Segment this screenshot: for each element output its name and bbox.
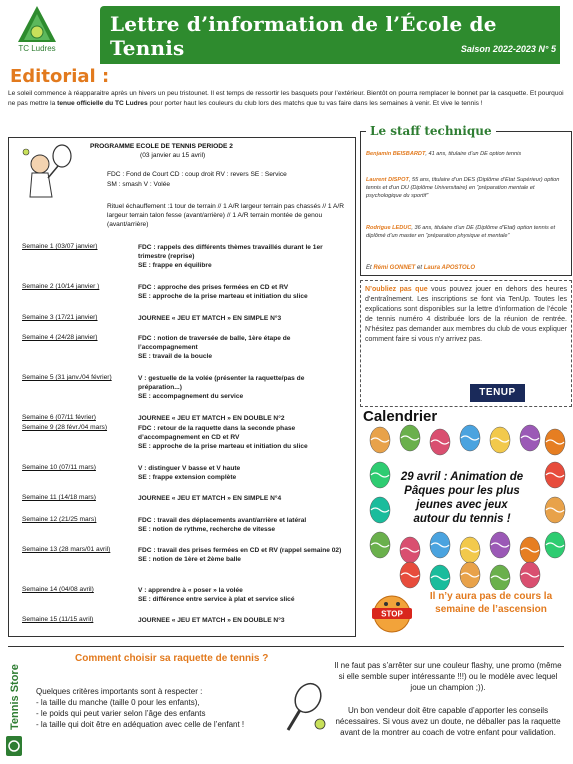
week-content: V : gestuelle de la volée (présenter la raquette/pas de préparation...) SE : accompagnement du service	[138, 375, 305, 400]
week-content: FDC : notion de traversée de balle, 1ère étape de l’accompagnement SE : travail de la boucle	[138, 335, 291, 360]
staff-title: Le staff technique	[366, 124, 496, 138]
staff-name: Laurent DISPOT	[366, 177, 409, 183]
week-label: Semaine 5 (31 janv./04 février)	[22, 374, 112, 381]
week-label: Semaine 13 (28 mars/01 avril)	[22, 546, 111, 553]
editorial-title: Editorial :	[10, 66, 110, 87]
staff-member	[366, 176, 566, 200]
programme-legend-1: FDC : Fond de Court CD : coup droit RV : revers SE : Service	[107, 171, 287, 178]
week-content: FDC : approche des prises fermées en CD et RV SE : approche de la prise marteau et initiation du slice	[138, 284, 308, 300]
week-content: FDC : travail des déplacements avant/arrière et latéral SE : notion de rythme, recherche de vitesse	[138, 517, 307, 533]
programme-rituel: Rituel échauffement :1 tour de terrain // 1 A/R largeur terrain pas chassés // 1 A/R largeur terrain talon fesse (avant/arrière) // 1 A/R terrain montée de genou (avant/arrière)	[107, 203, 345, 228]
logo-label: TC Ludres	[18, 44, 56, 53]
staff-desc: , 41 ans, titulaire d’un DE option tennis	[425, 151, 522, 157]
week-content: JOURNEE « JEU ET MATCH » EN DOUBLE N°3	[138, 617, 285, 624]
editorial-part1: Le soleil commence à réapparaitre après un hivers un peu tristounet. Il est temps de ressortir les basquets pour l’extérieur. Bientôt on pourra remplacer le bonnet par la casquette. Et pourquoi ne pas mettre la	[8, 90, 564, 107]
programme-dates: (03 janvier au 15 avril)	[140, 152, 206, 159]
week-label: Semaine 4 (24/28 janvier)	[22, 334, 98, 341]
svg-text:Tennis Store: Tennis Store	[9, 664, 21, 730]
week-label: Semaine 12 (21/25 mars)	[22, 516, 97, 523]
week-content: FDC : retour de la raquette dans la seconde phase d’accompagnement en CD et RV SE : approche de la prise marteau et initiation du slice	[138, 425, 308, 450]
racket-icon	[280, 680, 328, 735]
staff-footer-prefix: Et	[366, 265, 374, 271]
easter-animation-text: 29 avril : Animation de Pâques pour les plus jeunes avec jeux autour du tennis !	[398, 470, 526, 526]
inscription-highlight: N’oubliez pas que	[365, 286, 428, 293]
tennis-store-logo	[4, 660, 24, 760]
season-label: Saison 2022-2023 N° 5	[460, 44, 556, 54]
week-label: Semaine 9 (28 févr./04 mars)	[22, 424, 108, 431]
racket-item: - la taille qui doit être en adéquation avec celle de l’enfant !	[36, 720, 245, 729]
staff-desc: , 55 ans, titulaire d’un DES (Diplôme d’Etat Supérieur) option tennis et d’un DU (Diplôme Universitaire) en “préparation mentale et psychologique du sportif”	[366, 177, 560, 199]
bottom-divider	[8, 646, 564, 647]
svg-text:STOP: STOP	[381, 609, 403, 619]
week-label: Semaine 3 (17/21 janvier)	[22, 314, 98, 321]
staff-footer-mid: et	[415, 265, 424, 271]
week-label: Semaine 14 (04/08 avril)	[22, 586, 94, 593]
staff-name: Rodrigue LEDUC	[366, 225, 412, 231]
racket-criteria	[36, 686, 296, 730]
staff-footer-name1: Rémi GONNET	[373, 265, 416, 271]
calendar-title: Calendrier	[363, 408, 438, 425]
no-course-notice: Il n’y aura pas de cours la semaine de l’ascension	[429, 591, 553, 615]
racket-item: - le poids qui peut varier selon l’âge des enfants	[36, 709, 206, 718]
newsletter-title: Lettre d’information de l’École de Tennis	[110, 12, 497, 60]
week-label: Semaine 10 (07/11 mars)	[22, 464, 96, 471]
week-label: Semaine 1 (03/07 janvier)	[22, 243, 98, 250]
week-label: Semaine 11 (14/18 mars)	[22, 494, 96, 501]
inscription-body: vous pouvez jouer en dehors des heures d’entraînement. Les inscriptions se font via TenUp. Toutes les explications sont disponibles sur la lettre d’information de l’école de tennis numéro 4 distribuée lors de la réunion de rentrée. N’hésitez pas demander aux membres du club de vous expliquer comment faire si vous n’y arrivez pas.	[365, 286, 567, 343]
week-label: Semaine 6 (07/11 février)	[22, 414, 96, 421]
racket-advice-2: Un bon vendeur doit être capable d’apporter les conseils nécessaires. Si vous avez un doute, ne déballer pas la raquette avant de la montrer au coach de votre enfant pour validation.	[335, 706, 561, 737]
week-label: Semaine 15 (11/15 avril)	[22, 616, 94, 623]
staff-member	[366, 224, 566, 240]
club-logo	[6, 4, 68, 62]
week-content: FDC : travail des prises fermées en CD et RV (rappel semaine 02) SE : notion de 1ère et 2ème balle	[138, 547, 342, 563]
editorial-text	[8, 89, 566, 109]
racket-intro: Quelques critères importants sont à respecter :	[36, 687, 203, 696]
editorial-bold: tenue officielle du TC Ludres	[57, 100, 148, 107]
racket-item: - la taille du manche (taille 0 pour les enfants),	[36, 698, 200, 707]
racket-title: Comment choisir sa raquette de tennis ?	[75, 653, 269, 664]
week-content: V : distinguer V basse et V haute SE : frappe extension complète	[138, 465, 241, 481]
tenup-logo: TENUP	[470, 384, 525, 402]
inscription-text	[365, 285, 567, 345]
racket-advice-1: Il ne faut pas s’arrêter sur une couleur flashy, une promo (même si elle semble super intéressante !!!) ou le modèle avec lequel joue un champion ;)).	[334, 661, 562, 692]
staff-footer-name2: Laura APOSTOLO	[423, 265, 476, 271]
week-content: V : apprendre à « poser » la volée SE : différence entre service à plat et service slicé	[138, 587, 295, 603]
tennis-player-icon	[20, 142, 75, 207]
programme-legend-2: SM : smash V : Volée	[107, 181, 171, 188]
staff-desc: , 36 ans, titulaire d’un DE (Diplôme d’Etat) option tennis et diplômé d’un master en “préparation physique et mentale”	[366, 225, 556, 239]
editorial-part2: pour porter haut les couleurs du club lors des matchs que tu vas faire dans les semaines à venir. Et vive le tennis !	[147, 100, 483, 107]
week-content: JOURNEE « JEU ET MATCH » EN DOUBLE N°2	[138, 415, 285, 422]
week-label: Semaine 2 (10/14 janvier )	[22, 283, 100, 290]
staff-member	[366, 150, 566, 158]
week-content: FDC : rappels des différents thèmes travaillés durant le 1er trimestre (reprise) SE : frappe en équilibre	[138, 244, 323, 269]
staff-name: Benjamin BEISBARDT	[366, 151, 426, 157]
programme-title: PROGRAMME ECOLE DE TENNIS PERIODE 2	[90, 143, 233, 150]
staff-footer	[366, 265, 475, 271]
week-content: JOURNEE « JEU ET MATCH » EN SIMPLE N°3	[138, 315, 282, 322]
week-content: JOURNEE « JEU ET MATCH » EN SIMPLE N°4	[138, 495, 282, 502]
